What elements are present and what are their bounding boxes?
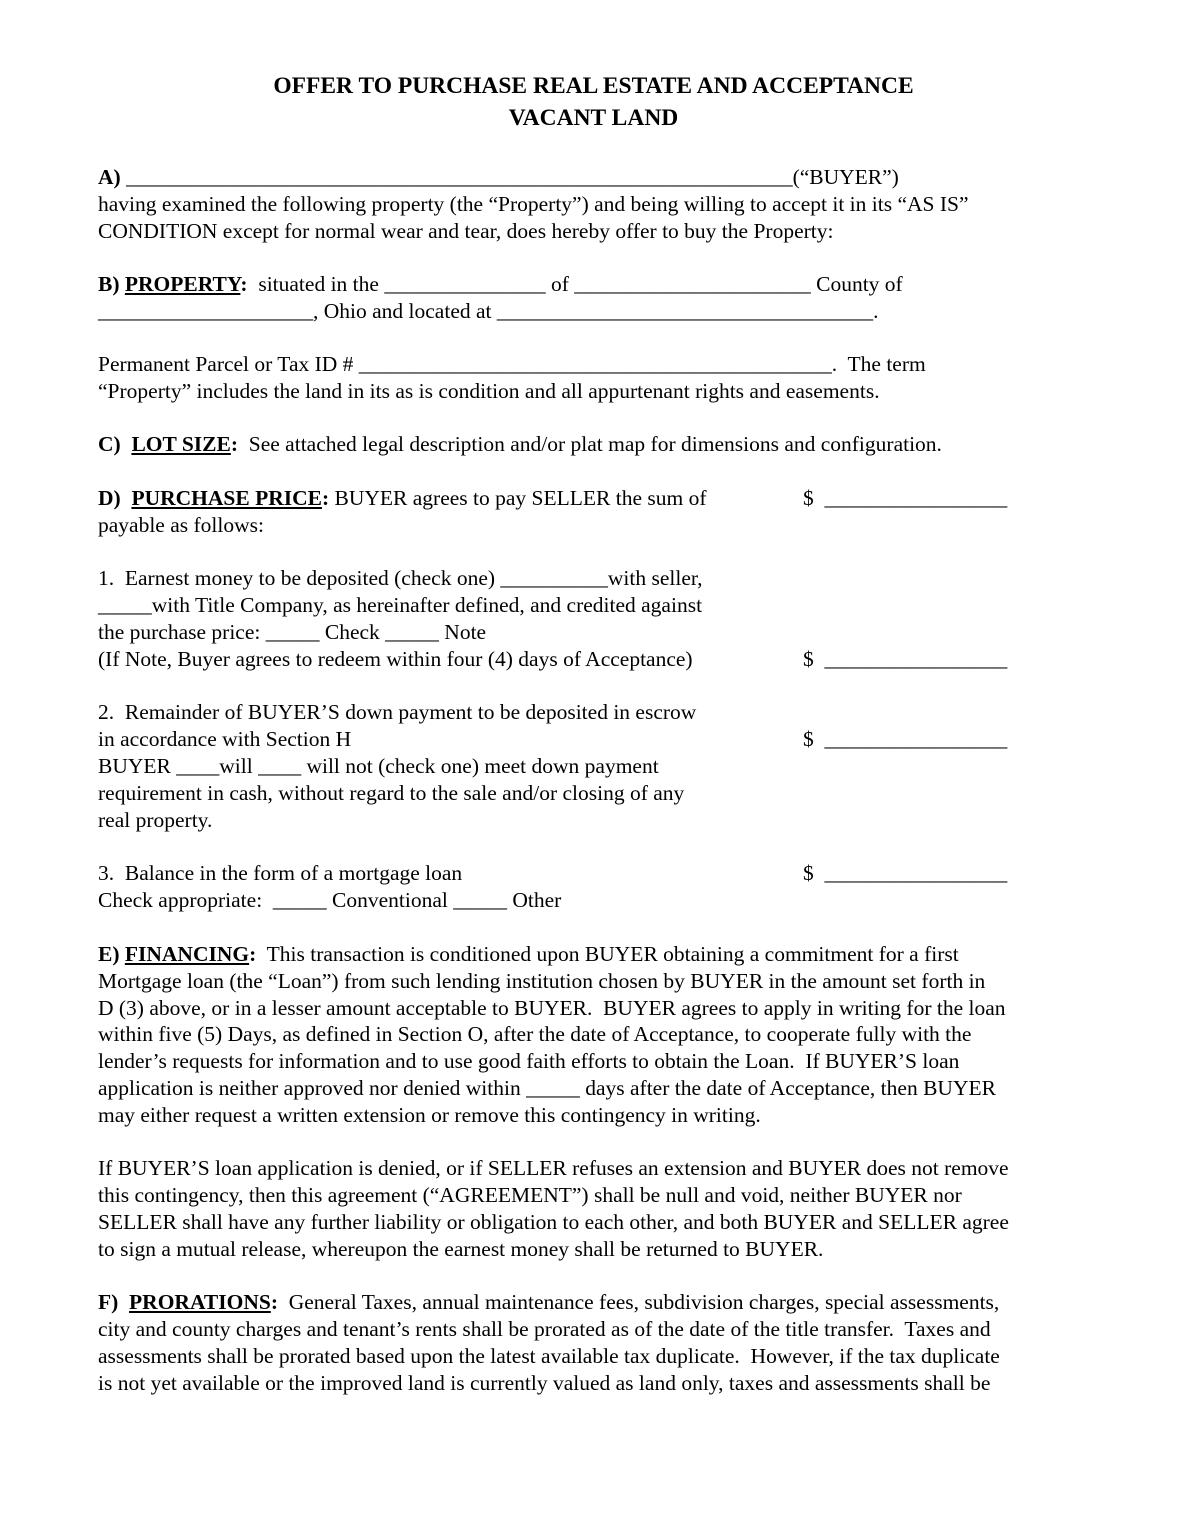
section-f-line4: is not yet available or the improved land is currently valued as land only, taxes and assessments shall be — [98, 1371, 991, 1395]
section-a-line1 — [98, 164, 899, 191]
section-f-label: F) — [98, 1290, 119, 1314]
section-a-line2: having examined the following property (the “Property”) and being willing to accept it in its “AS IS” — [98, 192, 969, 216]
item2-line3: BUYER ____will ____ will not (check one) meet down payment — [98, 754, 659, 778]
section-b-heading: PROPERTY — [124, 272, 241, 296]
section-d-line2: payable as follows: — [98, 513, 264, 537]
section-b-line1 — [98, 271, 903, 298]
section-f-line2: city and county charges and tenant’s rents shall be prorated as of the date of the title transfer. Taxes and — [98, 1317, 991, 1341]
section-c-label: C) — [98, 432, 121, 456]
earnest-money-amount[interactable]: $ _________________ — [803, 647, 1008, 671]
section-e-line1 — [98, 941, 959, 968]
section-f-line1-text: General Taxes, annual maintenance fees, subdivision charges, special assessments, — [277, 1290, 1000, 1314]
section-e-line3: D (3) above, or in a lesser amount acceptable to BUYER. BUYER agrees to apply in writing for the loan — [98, 996, 1006, 1020]
section-e-heading: FINANCING — [124, 942, 250, 966]
section-e-line4: within five (5) Days, as defined in Section O, after the date of Acceptance, to cooperate fully with the — [98, 1022, 972, 1046]
item2-line2: in accordance with Section H — [98, 727, 352, 751]
section-e-line5: lender’s requests for information and to use good faith efforts to obtain the Loan. If BUYER’S loan — [98, 1049, 960, 1073]
document-title-line1: OFFER TO PURCHASE REAL ESTATE AND ACCEPTANCE — [273, 73, 914, 99]
section-b-line1-text: situated in the _______________ of ______________________ County of — [247, 272, 903, 296]
section-b-colon: : — [240, 272, 248, 296]
section-e-label: E) — [98, 942, 120, 966]
section-e-line6: application is neither approved nor denied within _____ days after the date of Acceptance, then BUYER — [98, 1076, 996, 1100]
section-e-p2-line2: this contingency, then this agreement (“AGREEMENT”) shall be null and void, neither BUYER nor — [98, 1183, 962, 1207]
purchase-price-amount[interactable]: $ _________________ — [803, 486, 1008, 510]
item1-line4: (If Note, Buyer agrees to redeem within four (4) days of Acceptance) — [98, 647, 693, 671]
mortgage-loan-amount[interactable]: $ _________________ — [803, 861, 1008, 885]
section-b-line4: “Property” includes the land in its as is condition and all appurtenant rights and easements. — [98, 379, 880, 403]
document-title-line2: VACANT LAND — [508, 105, 679, 131]
section-d-colon: : — [321, 486, 330, 510]
section-c-heading: LOT SIZE — [131, 432, 231, 456]
item2-line1: 2. Remainder of BUYER’S down payment to be deposited in escrow — [98, 700, 697, 724]
item3-line2: Check appropriate: _____ Conventional _____ Other — [98, 888, 562, 912]
section-e-p2-line4: to sign a mutual release, whereupon the earnest money shall be returned to BUYER. — [98, 1237, 824, 1261]
section-e-colon: : — [249, 942, 257, 966]
item1-line2: _____with Title Company, as hereinafter defined, and credited against — [98, 593, 703, 617]
item2-line5: real property. — [98, 808, 213, 832]
section-d-line1-text: BUYER agrees to pay SELLER the sum of — [329, 486, 707, 510]
section-a-line3: CONDITION except for normal wear and tear, does hereby offer to buy the Property: — [98, 219, 834, 243]
section-f-heading: PRORATIONS — [129, 1290, 271, 1314]
buyer-tag: (“BUYER”) — [792, 165, 899, 189]
section-c-text: See attached legal description and/or plat map for dimensions and configuration. — [238, 432, 942, 456]
section-f-line3: assessments shall be prorated based upon the latest available tax duplicate. However, if the tax duplicate — [98, 1344, 1000, 1368]
section-b-label: B) — [98, 272, 120, 296]
down-payment-amount[interactable]: $ _________________ — [803, 727, 1008, 751]
section-f-colon: : — [270, 1290, 278, 1314]
item1-line3: the purchase price: _____ Check _____ Note — [98, 620, 487, 644]
item1-line1: 1. Earnest money to be deposited (check one) __________with seller, — [98, 566, 703, 590]
section-e-p2-line3: SELLER shall have any further liability or obligation to each other, and both BUYER and SELLER agree — [98, 1210, 1009, 1234]
section-e-line1-text: This transaction is conditioned upon BUYER obtaining a commitment for a first — [256, 942, 959, 966]
section-e-line7: may either request a written extension or remove this contingency in writing. — [98, 1103, 761, 1127]
item2-line4: requirement in cash, without regard to the sale and/or closing of any — [98, 781, 685, 805]
section-d-label: D) — [98, 486, 121, 510]
section-b-line3: Permanent Parcel or Tax ID # ____________________________________________. The term — [98, 352, 926, 376]
section-c-line — [98, 431, 942, 458]
buyer-name-blank[interactable]: ______________________________________________________________ — [126, 165, 793, 189]
section-d-heading: PURCHASE PRICE — [131, 486, 322, 510]
section-f-line1 — [98, 1289, 999, 1316]
section-a-label: A) — [98, 165, 121, 189]
section-b-line2: ____________________, Ohio and located at ___________________________________. — [98, 299, 879, 323]
section-d-line1 — [98, 485, 707, 512]
item3-line1: 3. Balance in the form of a mortgage loan — [98, 861, 463, 885]
section-e-p2-line1: If BUYER’S loan application is denied, or if SELLER refuses an extension and BUYER does not remove — [98, 1156, 1009, 1180]
section-e-line2: Mortgage loan (the “Loan”) from such lending institution chosen by BUYER in the amount set forth in — [98, 969, 986, 993]
section-c-colon: : — [230, 432, 239, 456]
